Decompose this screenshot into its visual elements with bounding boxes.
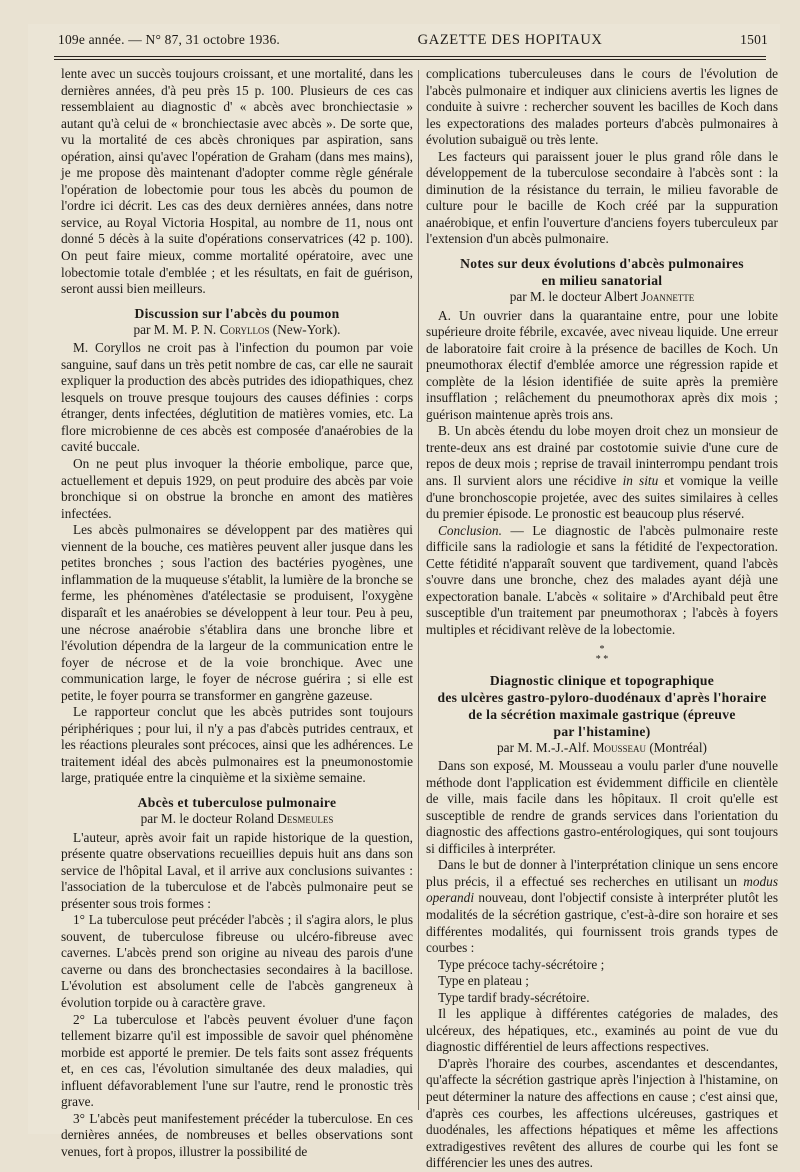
paragraph: Le rapporteur conclut que les abcès putrides sont toujours périphériques ; pour lui, il n'y a pas d'abcès putrides centraux, et les réactions pleurales sont précoces, ainsi que les adhérences. Le traitement idéal des abcès pulmonaires est la pneumonostomie large, pratiquée entre la cinquième et la sixième semaine. xyxy=(61,704,413,786)
paragraph: Les facteurs qui paraissent jouer le plus grand rôle dans le développement de la tuberculose secondaire à l'abcès sont : la diminution de la résistance du terrain, le milieu favorable de culture pour le bacille de Koch créé par la suppuration anaérobique, et enfin l'ouverture d'anciens foyers tuberculeux par l'extension d'un abcès pulmonaire. xyxy=(426,148,778,247)
paragraph: D'après l'horaire des courbes, ascendantes et descendantes, qu'affecte la sécrétion gastrique après l'injection à l'histamine, on peut déterminer la nature des affections en cause ; c'est ainsi que, d'après ces courbes, les affections ulcéreuses, gastriques et duodénales, les affections hépatiques et même les affections extradigestives revêtent des allures de courbe qui les font se différencier les unes des autres. xyxy=(426,1055,778,1171)
paragraph: B. Un abcès étendu du lobe moyen droit chez un monsieur de trente-deux ans est drainé par costotomie suivie d'une cure de repos de deux mois ; reprise de travail ininterrompu pendant trois ans. Il survient alors une récidive in situ et vomique la veille d'une bronchoscopie projetée, avec des suites similaires à celles du premier épisode. Le pronostic est beaucoup plus réservé. xyxy=(426,423,778,522)
author-name: Desmeules xyxy=(277,810,334,826)
section-title: Abcès et tuberculose pulmonaire xyxy=(137,794,337,810)
paragraph: 3° L'abcès peut manifestement précéder la tuberculose. En ces dernières années, de nombreuses et belles observations sont venues, fort à propos, illustrer la possibilité de xyxy=(61,1110,413,1159)
page-number: 1501 xyxy=(740,32,768,47)
paragraph: lente avec un succès toujours croissant, et une mortalité, dans les dernières années, d'à peu près 15 p. 100. Plusieurs de ces cas ressemblaient au diagnostic d' « abcès avec bronchiectasie » autant qu'à celui de « bronchiectasie avec abcès ». De sorte que, vu la mortalité de ces abcès chroniques par aspiration, sans opération, ainsi qu'avec l'opération de Graham (dans mes mains), je me propose dès maintenant d'adopter comme règle générale l'opération de lobectomie pour tous les abcès du poumon de l'ordre ici décrit. Les cas des deux dernières années, dans notre service, au Royal Victoria Hospital, au nombre de 11, nous ont donné 5 décès à la suite d'opérations conservatrices (42 p. 100). On peut faire mieux, comme mortalité opératoire, avec une lobectomie totale d'emblée ; et les résultats, en fait de guérison, seront aussi bien meilleurs. xyxy=(61,66,413,297)
paragraph: A. Un ouvrier dans la quarantaine entre, pour une lobite supérieure droite fébrile, excavée, avec niveau liquide. Une erreur de laboratoire fait croire à la présence de bacilles de Koch. Un pneumothorax électif d'emblée amorce une régression rapide et complète de la lésion identifiée de suite après la première insufflation ; relâchement du pneumothorax après dix mois ; guérison maintenue après trois ans. xyxy=(426,307,778,422)
paragraph: Dans son exposé, M. Mousseau a voulu parler d'une nouvelle méthode dont l'application est évidemment difficile en clientèle de ville, mais facile dans les hôpitaux. Il croit qu'elle est susceptible de rendre de grands services dans l'orientation du diagnostic des affections gastro-entérologiques, qui sont toujours si difficiles à interpréter. xyxy=(426,758,778,856)
issue-date: 109e année. — N° 87, 31 octobre 1936. xyxy=(58,32,280,47)
paragraph: 1° La tuberculose peut précéder l'abcès ; il s'agira alors, le plus souvent, de tuberculose fibreuse ou ulcéro-fibreuse avec cavernes. L'abcès prend son origine au niveau des parois d'une caverne ou dans des bronchectasies secondaires à la bacillose. L'évolution est absolument celle de l'abcès gangreneux à évolution torpide ou à caractère grave. xyxy=(61,912,413,1010)
paragraph: complications tuberculeuses dans le cours de l'évolution de l'abcès pulmonaire et indiquer aux cliniciens avertis les lignes de conduite à suivre : rechercher souvent les bacilles de Koch dans les expectorations des malades porteurs d'abcès pulmonaires à évolution subaiguë ou très lente. xyxy=(426,66,778,148)
byline: par M. le docteur Albert Joannette xyxy=(509,289,695,305)
byline: par M. M.-J.-Alf. Mousseau (Montréal) xyxy=(497,739,707,755)
newspaper-page xyxy=(28,24,780,1171)
section-title: Notes sur deux évolutions d'abcès pulmonaires en milieu sanatorial xyxy=(460,256,744,289)
list-item: Type tardif brady-sécrétoire. xyxy=(438,989,590,1005)
paragraph: On ne peut plus invoquer la théorie embolique, parce que, actuellement et depuis 1929, on peut produire des abcès par voie bronchique si on obstrue la bronche en amont des matières infectées. xyxy=(61,456,413,521)
paragraph: Dans le but de donner à l'interprétation clinique un sens encore plus précis, il a effectué ses recherches en utilisant un modus operandi nouveau, dont l'objectif consiste à interpréter plutôt les modalités de la sécrétion gastrique, c'est-à-dire son horaire et ses différentes modalités, qui fournissent trois grands types de courbes : xyxy=(426,857,778,956)
paragraph: M. Coryllos ne croit pas à l'infection du poumon par voie sanguine, sauf dans un très petit nombre de cas, car elle ne saurait expliquer la production des abcès putrides des idiopathiques, chez lesquels on trouve presque toujours des causes définies : corps étranger, dents infectées, déglutition de matières vomies, etc. La flore microbienne de ces abcès est composée d'anaérobies de la cavité buccale. xyxy=(61,340,413,455)
separator: * * * xyxy=(595,643,609,665)
list-item: Type précoce tachy-sécrétoire ; xyxy=(438,956,605,972)
left-column xyxy=(61,66,413,1159)
column-divider xyxy=(418,70,419,1110)
paragraph: Il les applique à différentes catégories de malades, des ulcéreux, des hépatiques, etc., examinés au point de vue du diagnostic différentiel de leurs affections respectives. xyxy=(426,1006,778,1055)
section-title: Discussion sur l'abcès du poumon xyxy=(134,305,340,321)
journal-title: GAZETTE DES HOPITAUX xyxy=(417,32,603,48)
byline: par M. M. P. N. Coryllos (New-York). xyxy=(133,321,341,337)
section-title: Diagnostic clinique et topographique des ulcères gastro-pyloro-duodénaux d'après l'horaire de la sécrétion maximale gastrique (épreuve par l'histamine) xyxy=(437,672,767,739)
curve-type-list xyxy=(426,957,778,1007)
header-rule-bottom xyxy=(54,59,766,60)
header-rule-top xyxy=(54,56,766,57)
running-head xyxy=(58,32,768,54)
author-name: Mousseau xyxy=(592,739,647,755)
author-name: Joannette xyxy=(641,289,695,305)
list-item: Type en plateau ; xyxy=(438,973,530,989)
paragraph: Conclusion. — Le diagnostic de l'abcès pulmonaire reste difficile sans la radiologie et sans la fétidité de l'expectoration. Cette fétidité n'apparaît souvent que tardivement, quand l'abcès s'ouvre dans une bronche, chez des malades ayant déjà une expectoration banale. L'abcès « solitaire » d'Archibald peut être susceptible d'un traitement par pneumothorax ; l'abcès à foyers multiples et récidivant relève de la lobectomie. xyxy=(426,522,778,637)
paragraph: 2° La tuberculose et l'abcès peuvent évoluer d'une façon tellement bizarre qu'il est impossible de savoir quel phénomène morbide est apporté le premier. De tels faits sont assez fréquents et, en ces cas, l'évolution simultanée des deux maladies, qui influent défavorablement l'une sur l'autre, rend le pronostic très grave. xyxy=(61,1011,413,1110)
author-name: Coryllos xyxy=(219,321,270,337)
paragraph: L'auteur, après avoir fait un rapide historique de la question, présente quatre observations recueillies depuis huit ans dans son service de l'hôpital Laval, et il arrive aux conclusions suivantes : l'association de la tuberculose et de l'abcès pulmonaire peut se présenter sous trois formes : xyxy=(61,829,413,911)
byline: par M. le docteur Roland Desmeules xyxy=(140,810,334,826)
paragraph: Les abcès pulmonaires se développent par des matières qui viennent de la bouche, ces matières peuvent aller jusque dans les petites bronches ; sous l'action des bactéries pyogènes, une inflammation de la muqueuse s'établit, la lumière de la bronche se ferme, les phénomènes d'atélectasie se produisent, l'oxygène disparaît et les anaérobies se développent à leur tour. Peu à peu, une nécrose anaérobie s'établira dans une bronche libre et l'évolution dépendra de la largeur de la communication entre le foyer de nécrose et de la voie bronchique. Avec une communication large, le foyer de nécrose guérira ; si elle est petite, le foyer pourra se transformer en gangrène gazeuse. xyxy=(61,522,413,703)
right-column xyxy=(426,66,778,1171)
